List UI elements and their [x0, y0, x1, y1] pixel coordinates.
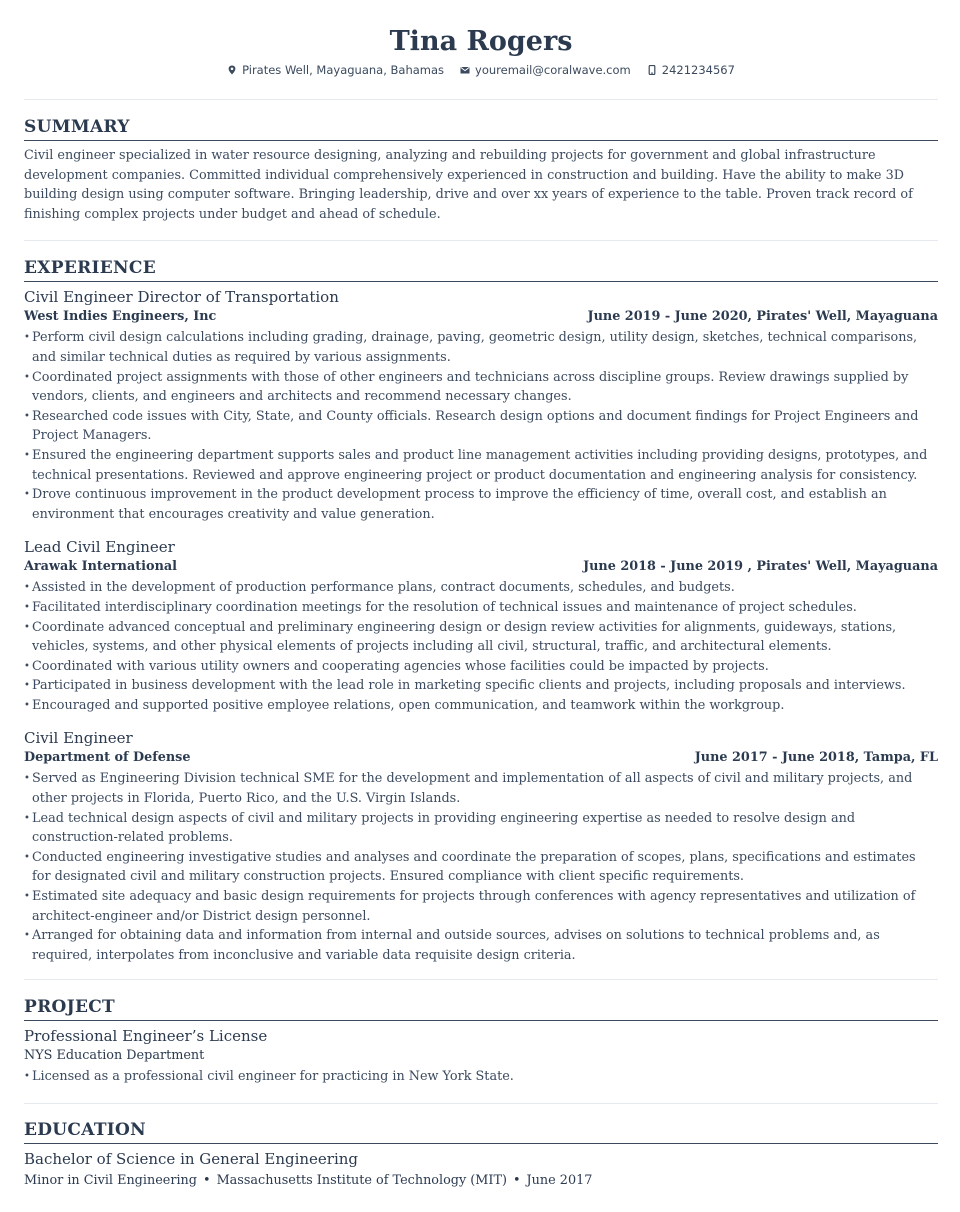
job-company: Department of Defense — [24, 750, 191, 766]
bullet-item: • Arranged for obtaining data and information from internal and outside sources, advises on solutions to technical problems and, as required, interpolates from inconclusive and variable data requisite design criteria. — [24, 926, 938, 965]
bullet-item: • Coordinate advanced conceptual and preliminary engineering design or design review activities for alignments, guideways, stations, vehicles, systems, and other physical elements of projects including all civil, structural, traffic, and architectural elements. — [24, 618, 938, 657]
location-pin-icon — [227, 65, 237, 75]
project-org: NYS Education Department — [24, 1048, 205, 1064]
email-link[interactable]: youremail@coralwave.com — [475, 63, 631, 77]
job-title: Lead Civil Engineer — [24, 538, 175, 557]
job-title: Civil Engineer — [24, 729, 133, 748]
bullet-item: • Ensured the engineering department supports sales and product line management activities including providing designs, prototypes, and technical presentations. Reviewed and approve engineering project or product documentation and engineering analysis for consistency. — [24, 446, 938, 485]
job-entry — [24, 537, 938, 715]
bullet-item: • Encouraged and supported positive employee relations, open communication, and teamwork within the workgroup. — [24, 696, 938, 716]
resume-header — [24, 0, 938, 77]
section-divider — [24, 240, 938, 241]
education-section — [24, 1119, 938, 1190]
section-title-summary: SUMMARY — [24, 116, 938, 141]
summary-section — [24, 116, 938, 224]
job-bullets — [24, 769, 938, 965]
project-entry — [24, 1026, 938, 1087]
job-company: West Indies Engineers, Inc — [24, 309, 217, 325]
candidate-name: Tina Rogers — [389, 26, 573, 57]
bullet-item: • Coordinated project assignments with those of other engineers and technicians across discipline groups. Review drawings supplied by vendors, clients, and engineers and architects and recommend necessary changes. — [24, 368, 938, 407]
job-meta — [24, 308, 938, 326]
phone-icon — [647, 65, 657, 75]
separator-dot: • — [203, 1173, 211, 1188]
summary-text: Civil engineer specialized in water resource designing, analyzing and rebuilding projects for government and global infrastructure development companies. Committed individual comprehensively experienced in construction and building. Have the ability to make 3D building design using computer software. Bringing leadership, drive and over xx years of experience to the table. Proven track record of finishing complex projects under budget and ahead of schedule. — [24, 148, 913, 222]
education-degree: Bachelor of Science in General Engineering — [24, 1150, 359, 1168]
bullet-item: • Coordinated with various utility owners and cooperating agencies whose facilities could be impacted by projects. — [24, 657, 938, 677]
bullet-item: • Assisted in the development of production performance plans, contract documents, schedules, and budgets. — [24, 578, 938, 598]
education-details — [24, 1172, 938, 1190]
section-divider — [24, 1103, 938, 1104]
contact-line — [24, 63, 938, 77]
job-title: Civil Engineer Director of Transportation — [24, 288, 339, 307]
education-school: Massachusetts Institute of Technology (MIT) — [216, 1173, 507, 1188]
project-name: Professional Engineer’s License — [24, 1027, 268, 1046]
job-dates-location: June 2018 - June 2019 , Pirates' Well, Mayaguana — [583, 559, 938, 575]
job-entry — [24, 728, 938, 965]
education-minor: Minor in Civil Engineering — [24, 1173, 197, 1188]
bullet-item: • Lead technical design aspects of civil and military projects in providing engineering expertise as needed to resolve design and construction-related problems. — [24, 809, 938, 848]
section-title-experience: EXPERIENCE — [24, 257, 938, 282]
bullet-item: • Perform civil design calculations including grading, drainage, paving, geometric design, utility design, sketches, technical comparisons, and similar technical duties as required by various assignments. — [24, 328, 938, 367]
project-section — [24, 996, 938, 1087]
job-meta — [24, 749, 938, 767]
location-text: Pirates Well, Mayaguana, Bahamas — [242, 63, 445, 77]
bullet-item: • Estimated site adequacy and basic design requirements for projects through conferences with agency representatives and utilization of architect-engineer and/or District design personnel. — [24, 887, 938, 926]
job-company: Arawak International — [24, 559, 178, 575]
phone-text: 2421234567 — [661, 63, 735, 77]
section-divider — [24, 99, 938, 100]
section-title-education: EDUCATION — [24, 1119, 938, 1144]
bullet-item: • Conducted engineering investigative studies and analyses and coordinate the preparation of scopes, plans, specifications and estimates for designated civil and military construction projects. Ensured compliance with client specific requirements. — [24, 848, 938, 887]
bullet-item: • Researched code issues with City, State, and County officials. Research design options and document findings for Project Engineers and Project Managers. — [24, 407, 938, 446]
section-divider — [24, 979, 938, 980]
job-bullets — [24, 328, 938, 524]
project-meta — [24, 1047, 938, 1065]
section-title-project: PROJECT — [24, 996, 938, 1021]
email-icon — [460, 65, 470, 75]
bullet-item: • Facilitated interdisciplinary coordination meetings for the resolution of technical issues and maintenance of project schedules. — [24, 598, 938, 618]
bullet-item: • Participated in business development with the lead role in marketing specific clients and projects, including proposals and interviews. — [24, 676, 938, 696]
job-bullets — [24, 578, 938, 715]
job-dates-location: June 2017 - June 2018, Tampa, FL — [694, 750, 938, 766]
job-entry — [24, 287, 938, 524]
education-date: June 2017 — [526, 1173, 593, 1188]
bullet-item: • Licensed as a professional civil engineer for practicing in New York State. — [24, 1067, 938, 1087]
experience-section — [24, 257, 938, 965]
job-dates-location: June 2019 - June 2020, Pirates' Well, Mayaguana — [587, 309, 938, 325]
bullet-item: • Served as Engineering Division technical SME for the development and implementation of all aspects of civil and military projects, and other projects in Florida, Puerto Rico, and the U.S. Virgin Islands. — [24, 769, 938, 808]
project-bullets — [24, 1067, 938, 1087]
separator-dot: • — [512, 1173, 521, 1188]
job-meta — [24, 558, 938, 576]
bullet-item: • Drove continuous improvement in the product development process to improve the efficiency of time, overall cost, and establish an environment that encourages creativity and value generation. — [24, 485, 938, 524]
